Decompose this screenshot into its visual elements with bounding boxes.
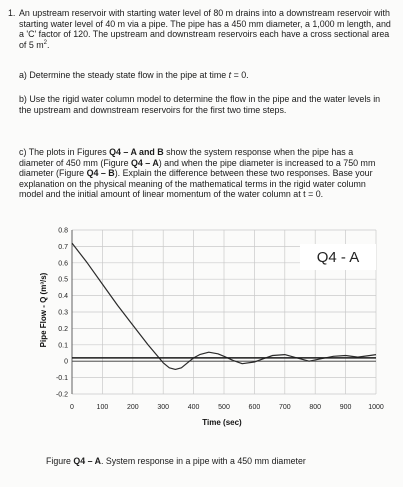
- part-b: [19, 94, 389, 115]
- intro-end: .: [47, 39, 50, 50]
- part-c-s4: ). Explain the difference between these two responses. Base your explanation on the physical meaning of the mathematical terms in the rigid water column model and the initial amount of linear momentum of the water column at t = 0.: [19, 168, 373, 200]
- y-tick-label: 0: [64, 358, 68, 366]
- y-tick-label: 0.8: [58, 227, 68, 235]
- x-tick-label: 900: [339, 404, 352, 411]
- y-tick-label: 0.7: [58, 243, 68, 251]
- y-tick-label: 0.1: [58, 342, 68, 350]
- part-a-rest: = 0.: [231, 70, 249, 80]
- figure-caption: [46, 456, 386, 467]
- part-c-s1: c) The plots in Figures: [19, 147, 110, 157]
- x-axis-label: Time (sec): [202, 418, 242, 427]
- part-a: [19, 70, 389, 81]
- part-c-s2: show the system response when the pipe has a diameter of 450 mm (Figure: [19, 147, 354, 168]
- part-b-text: b) Use the rigid water column model to determine the flow in the pipe and the water levels in the upstream and downstream reservoirs for the first two time steps.: [19, 94, 381, 115]
- x-tick-label: 500: [218, 404, 230, 411]
- x-tick-label: 700: [278, 404, 291, 411]
- y-tick-label: 0.2: [58, 325, 68, 333]
- question-intro: [19, 8, 392, 50]
- caption-bold: Q4 – A: [73, 456, 101, 466]
- y-axis: [56, 228, 72, 399]
- x-tick-label: 100: [96, 404, 109, 411]
- x-tick-label: 1000: [368, 404, 384, 411]
- area-unit-superscript: 2: [43, 39, 48, 46]
- intro-text: An upstream reservoir with starting water level of 80 m drains into a downstream reservoir with starting water level of 40 m via a pipe. The pipe has a 450 mm diameter, a 1,000 m length, and a 'C' factor of 120. The upstream and downstream reservoirs each have a cross sectional area of 5 m: [19, 8, 391, 50]
- x-tick-label: 800: [309, 404, 322, 411]
- part-c: [19, 147, 389, 200]
- y-tick-label: -0.2: [55, 391, 68, 399]
- part-a-text: a) Determine the steady state flow in the pipe at time: [19, 70, 229, 80]
- x-axis: [70, 361, 384, 411]
- y-tick-label: 0.6: [58, 260, 68, 268]
- chart-label: Q4 - A: [316, 249, 360, 266]
- question-number: 1.: [8, 8, 16, 18]
- caption-prefix: Figure: [46, 456, 74, 466]
- x-tick-label: 600: [248, 404, 261, 411]
- y-tick-label: 0.5: [58, 276, 68, 284]
- x-tick-label: 0: [70, 404, 74, 411]
- x-tick-label: 400: [187, 404, 200, 411]
- part-c-b3: Q4 – B: [86, 168, 115, 179]
- question-1: [8, 8, 392, 50]
- part-c-s3: ) and when the pipe diameter is increased to a 750 mm diameter (Figure: [19, 157, 376, 179]
- caption-rest: . System response in a pipe with a 450 mm diameter: [100, 456, 306, 466]
- part-a-variable: t: [228, 70, 232, 80]
- y-axis-label: Pipe Flow - Q (m³/s): [39, 272, 48, 348]
- y-tick-label: 0.3: [58, 309, 68, 317]
- part-c-b2: Q4 – A: [130, 157, 159, 168]
- y-tick-label: -0.1: [55, 375, 68, 383]
- figure-q4a-chart: [0, 222, 403, 452]
- x-tick-label: 200: [126, 404, 139, 411]
- part-c-b1: Q4 – A and B: [109, 147, 164, 157]
- y-tick-label: 0.4: [58, 293, 68, 301]
- x-tick-label: 300: [157, 404, 170, 411]
